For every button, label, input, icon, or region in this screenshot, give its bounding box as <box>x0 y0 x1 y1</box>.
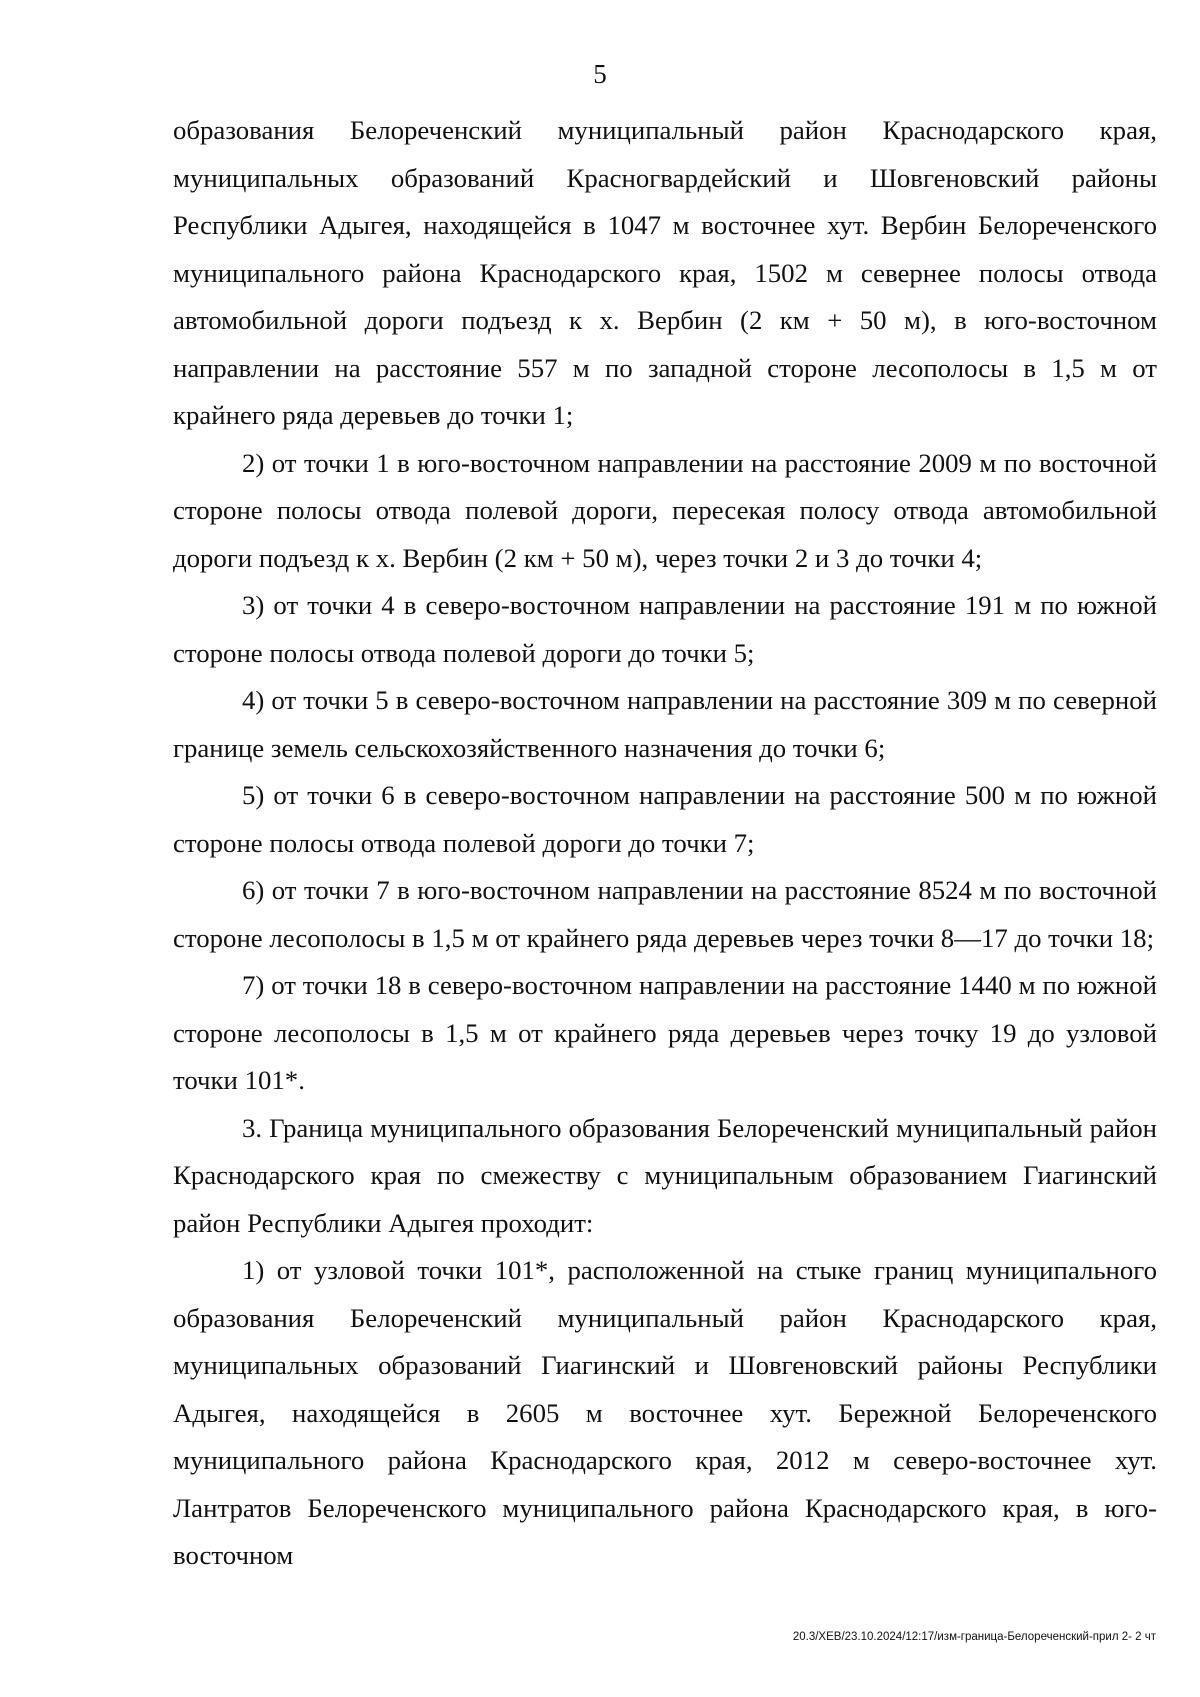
document-body <box>173 107 1157 1580</box>
paragraph-section-3: 3. Граница муниципального образования Белореченский муниципальный район Краснодарского края по смежеству с муниципальным образованием Гиагинский район Республики Адыгея проходит: <box>173 1112 1157 1238</box>
paragraph-item-2: 2) от точки 1 в юго-восточном направлении на расстояние 2009 м по восточной стороне полосы отвода полевой дороги, пересекая полосу отвода автомобильной дороги подъезд к х. Вербин (2 км + 50 м), через точки 2 и 3 до точки 4; <box>173 447 1157 573</box>
footer-document-id: 20.3/ХЕВ/23.10.2024/12:17/изм-граница-Белореченский-прил 2- 2 чт <box>792 1631 1156 1643</box>
paragraph-item-4: 4) от точки 5 в северо-восточном направлении на расстояние 309 м по северной границе земель сельскохозяйственного назначения до точки 6; <box>173 685 1157 763</box>
page-number: 5 <box>593 59 607 89</box>
paragraph-item-7: 7) от точки 18 в северо-восточном направлении на расстояние 1440 м по южной стороне лесополосы в 1,5 м от крайнего ряда деревьев через точку 19 до узловой точки 101*. <box>173 970 1157 1095</box>
paragraph-item-5: 5) от точки 6 в северо-восточном направлении на расстояние 500 м по южной стороне полосы отвода полевой дороги до точки 7; <box>173 780 1157 858</box>
paragraph-section-3-item-1: 1) от узловой точки 101*, расположенной на стыке границ муниципального образования Белореченский муниципальный район Краснодарского края, муниципальных образований Гиагинский и Шовгеновский районы Республики Адыгея, находящейся в 2605 м восточнее хут. Бережной Белореченского муниципального района Краснодарского края, 2012 м северо-восточнее хут. Лантратов Белореченского муниципального района Краснодарского края, в юго-восточном <box>173 1255 1157 1570</box>
paragraph-continuation: образования Белореченский муниципальный район Краснодарского края, муниципальных образований Красногвардейский и Шовгеновский районы Республики Адыгея, находящейся в 1047 м восточнее хут. Вербин Белореченского муниципального района Краснодарского края, 1502 м севернее полосы отвода автомобильной дороги подъезд к х. Вербин (2 км + 50 м), в юго-восточном направлении на расстояние 557 м по западной стороне лесополосы в 1,5 м от крайнего ряда деревьев до точки 1; <box>173 115 1157 430</box>
paragraph-item-3: 3) от точки 4 в северо-восточном направлении на расстояние 191 м по южной стороне полосы отвода полевой дороги до точки 5; <box>173 590 1157 668</box>
paragraph-item-6: 6) от точки 7 в юго-восточном направлении на расстояние 8524 м по восточной стороне лесополосы в 1,5 м от крайнего ряда деревьев через точки 8—17 до точки 18; <box>173 875 1157 953</box>
